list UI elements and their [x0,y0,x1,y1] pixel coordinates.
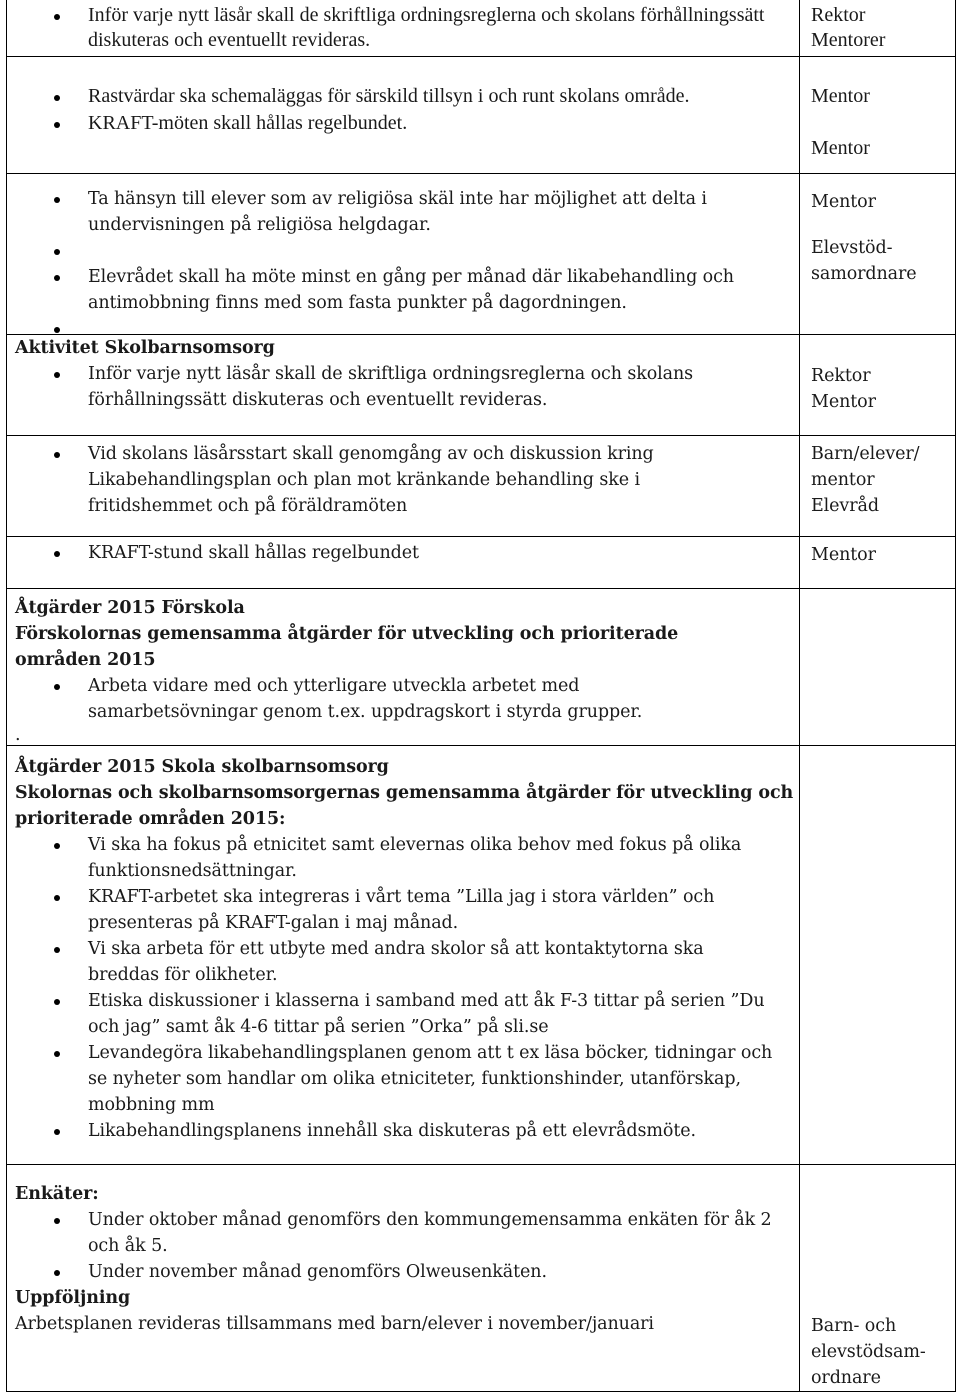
responsible-cell [799,435,956,536]
responsible-line: Mentor [811,545,876,565]
activity-cell [6,435,799,536]
list-item: Levandegöra likabehandlingsplanen genom att t ex läsa böcker, tidningar och se nyheter som handlar om olika etniciteter, funktionshinder, utanförskap, mobbning mm [7,1040,788,1118]
responsible-cell [799,0,956,56]
responsible-line: Rektor [811,4,866,26]
table-row [6,536,956,588]
responsible-line: Barn/elever/ [811,444,920,464]
activity-cell [6,0,799,56]
list-item: Likabehandlingsplanens innehåll ska diskuteras på ett elevrådsmöte. [7,1118,788,1144]
responsible-cell [799,173,956,334]
section-heading: Uppföljning [15,1288,131,1308]
responsible-line: Mentorer [811,29,886,51]
responsible-line: ordnare [811,1368,881,1388]
list-item: Etiska diskussioner i klasserna i samband med att åk F-3 tittar på serien ”Du och jag” samt åk 4-6 tittar på serien ”Orka” på sli.se [7,988,788,1040]
activity-cell [6,536,799,588]
responsible-cell [799,745,956,1164]
activity-cell [6,588,799,745]
empty-list-item [7,238,799,264]
list-item: KRAFT-möten skall hållas regelbundet. [7,111,799,136]
list-item: Ta hänsyn till elever som av religiösa skäl inte har möjlighet att delta i undervisningen på religiösa helgdagar. [7,186,778,238]
activity-cell [6,56,799,173]
table-row [6,56,956,173]
responsible-cell [799,56,956,173]
table-row [6,588,956,745]
stray-dot: . [15,725,21,745]
responsible-cell [799,536,956,588]
responsible-line: elevstödsam- [811,1342,926,1362]
activity-cell [6,1164,799,1392]
activity-cell [6,173,799,334]
table-row [6,0,956,56]
section-subheading: Förskolornas gemensamma åtgärder för utveckling och prioriterade områden 2015 [15,624,679,670]
responsible-cell [799,1164,956,1392]
responsible-line: Barn- och [811,1316,897,1336]
section-heading: Åtgärder 2015 Förskola [15,598,245,618]
section-subheading: Skolornas och skolbarnsomsorgernas gemensamma åtgärder för utveckling och prioriterade områden 2015: [15,783,794,829]
responsible-line: Mentor [811,137,870,159]
section-heading: Åtgärder 2015 Skola skolbarnsomsorg [15,757,389,777]
list-item: Elevrådet skall ha möte minst en gång per månad där likabehandling och antimobbning finns med som fasta punkter på dagordningen. [7,264,778,316]
list-item: Arbeta vidare med och ytterligare utveckla arbetet med samarbetsövningar genom t.ex. uppdragskort i styrda grupper. [7,673,728,725]
list-item: KRAFT-stund skall hållas regelbundet [7,540,799,566]
list-item: Under oktober månad genomförs den kommungemensamma enkäten för åk 2 och åk 5. [7,1207,788,1259]
list-item: Rastvärdar ska schemaläggas för särskild tillsyn i och runt skolans område. [7,84,748,109]
list-item: Vi ska arbeta för ett utbyte med andra skolor så att kontaktytorna ska breddas för olikheter. [7,936,768,988]
table-row [6,1164,956,1392]
list-item: Under november månad genomförs Olweusenkäten. [7,1259,799,1285]
list-item: Inför varje nytt läsår skall de skriftliga ordningsreglerna och skolans förhållningssätt diskuteras och eventuellt revideras. [7,3,768,53]
followup-text: Arbetsplanen revideras tillsammans med barn/elever i november/januari [15,1314,654,1334]
responsible-line: mentor [811,470,875,490]
responsible-line: Rektor [811,366,871,386]
responsible-cell [799,588,956,745]
responsible-line: Mentor [811,392,876,412]
list-item: KRAFT-arbetet ska integreras i vårt tema ”Lilla jag i stora världen” och presenteras på KRAFT-galan i maj månad. [7,884,788,936]
activity-cell [6,334,799,435]
list-item: Inför varje nytt läsår skall de skriftliga ordningsreglerna och skolans förhållningssätt diskuteras och eventuellt revideras. [7,361,778,413]
responsible-line: samordnare [811,264,917,284]
responsible-line: Elevstöd- [811,238,893,258]
section-heading: Aktivitet Skolbarnsomsorg [15,338,275,358]
responsible-line: Mentor [811,85,870,107]
responsible-line: Elevråd [811,496,879,516]
activity-cell [6,745,799,1164]
table-row [6,435,956,536]
table-row [6,173,956,334]
list-item: Vid skolans läsårsstart skall genomgång av och diskussion kring Likabehandlingsplan och plan mot kränkande behandling ske i fritidshemmet och på föräldramöten [7,441,718,519]
responsible-cell [799,334,956,435]
responsible-line: Mentor [811,192,876,212]
table-row [6,745,956,1164]
list-item: Vi ska ha fokus på etnicitet samt elevernas olika behov med fokus på olika funktionsnedsättningar. [7,832,788,884]
table-row [6,334,956,435]
section-heading: Enkäter: [15,1184,99,1204]
